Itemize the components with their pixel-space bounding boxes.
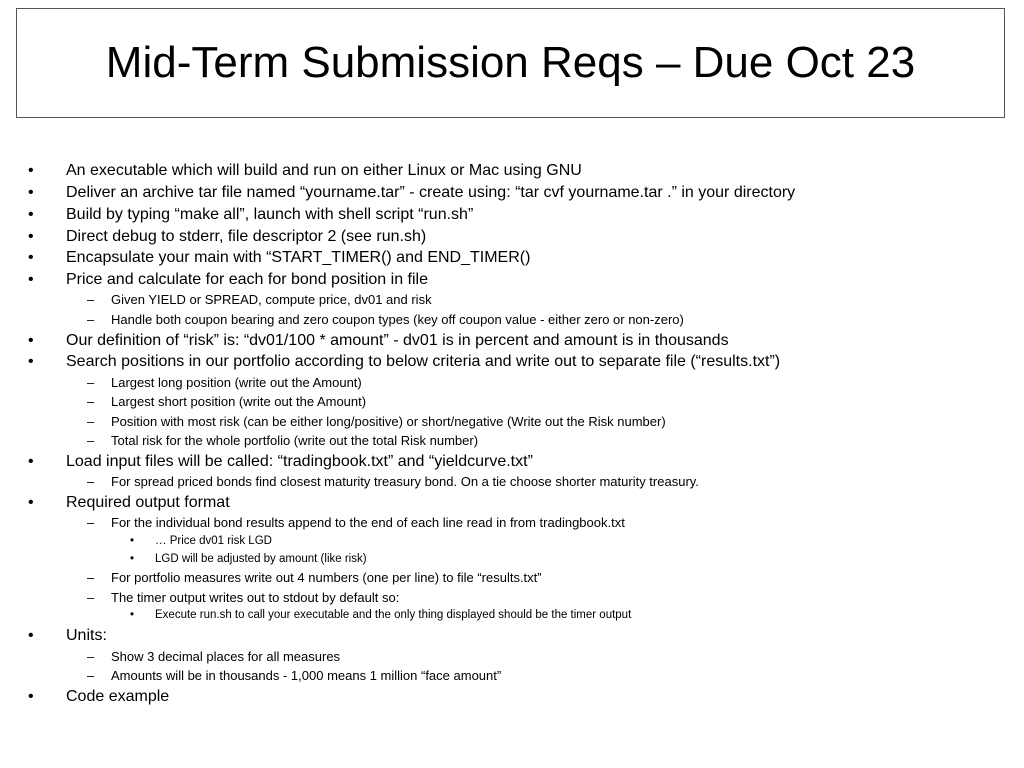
bullet-item-level-3	[0, 534, 1024, 551]
dash-bullet-icon: –	[87, 589, 95, 605]
bullet-item-level-1	[0, 687, 1024, 708]
bullet-text: Execute run.sh to call your executable and the only thing displayed should be the timer output	[155, 609, 632, 622]
bullet-list	[0, 160, 1024, 707]
bullet-icon: •	[28, 331, 34, 349]
bullet-text: Amounts will be in thousands - 1,000 means 1 million “face amount”	[111, 668, 502, 684]
bullet-icon: •	[28, 183, 34, 201]
bullet-text: Largest long position (write out the Amount)	[111, 374, 362, 390]
bullet-icon: •	[28, 205, 34, 223]
bullet-item-level-1	[0, 227, 1024, 248]
dash-bullet-icon: –	[87, 394, 95, 410]
bullet-icon: •	[28, 249, 34, 267]
bullet-text: … Price dv01 risk LGD	[155, 534, 272, 547]
slide-title: Mid-Term Submission Reqs – Due Oct 23	[105, 38, 916, 87]
bullet-icon: •	[130, 609, 135, 622]
bullet-item-level-2	[0, 667, 1024, 686]
bullet-item-level-2	[0, 589, 1024, 608]
bullet-text: LGD will be adjusted by amount (like risk)	[155, 552, 367, 565]
bullet-icon: •	[130, 534, 135, 547]
bullet-item-level-1	[0, 452, 1024, 473]
bullet-item-level-2	[0, 648, 1024, 667]
bullet-item-level-2	[0, 374, 1024, 393]
bullet-text: Position with most risk (can be either long/positive) or short/negative (Write out the Risk number)	[111, 413, 666, 429]
dash-bullet-icon: –	[87, 374, 95, 390]
bullet-item-level-2	[0, 514, 1024, 533]
bullet-text: Units:	[66, 627, 107, 645]
bullet-icon: •	[28, 227, 34, 245]
bullet-text: For portfolio measures write out 4 numbers (one per line) to file “results.txt”	[111, 570, 542, 586]
bullet-item-level-1	[0, 183, 1024, 204]
bullet-icon: •	[28, 271, 34, 289]
dash-bullet-icon: –	[87, 311, 95, 327]
dash-bullet-icon: –	[87, 292, 95, 308]
bullet-item-level-1	[0, 205, 1024, 226]
bullet-text: Price and calculate for each for bond position in file	[66, 271, 428, 289]
bullet-icon: •	[28, 353, 34, 371]
bullet-text: Load input files will be called: “tradingbook.txt” and “yieldcurve.txt”	[66, 452, 533, 470]
bullet-text: Deliver an archive tar file named “yourname.tar” - create using: “tar cvf yourname.tar .” in your directory	[66, 183, 796, 201]
bullet-text: Build by typing “make all”, launch with shell script “run.sh”	[66, 205, 474, 223]
bullet-item-level-2	[0, 393, 1024, 412]
bullet-text: Given YIELD or SPREAD, compute price, dv01 and risk	[111, 292, 432, 308]
bullet-icon: •	[28, 452, 34, 470]
bullet-text: Search positions in our portfolio according to below criteria and write out to separate file (“results.txt”)	[66, 353, 781, 371]
dash-bullet-icon: –	[87, 433, 95, 448]
bullet-text: Handle both coupon bearing and zero coupon types (key off coupon value - either zero or non-zero)	[111, 311, 684, 327]
bullet-item-level-1	[0, 161, 1024, 182]
bullet-item-level-1	[0, 270, 1024, 291]
bullet-item-level-1	[0, 248, 1024, 269]
bullet-item-level-1	[0, 626, 1024, 647]
bullet-text: For spread priced bonds find closest maturity treasury bond. On a tie choose shorter maturity treasury.	[111, 474, 699, 490]
bullet-text: Our definition of “risk” is: “dv01/100 * amount” - dv01 is in percent and amount is in thousands	[66, 331, 729, 349]
bullet-icon: •	[130, 552, 135, 565]
bullet-text: An executable which will build and run on either Linux or Mac using GNU	[66, 162, 582, 180]
bullet-icon: •	[28, 627, 34, 645]
slide-title-box	[16, 8, 1005, 118]
bullet-item-level-2	[0, 291, 1024, 310]
bullet-item-level-2	[0, 432, 1024, 451]
bullet-text: The timer output writes out to stdout by default so:	[111, 589, 400, 605]
bullet-text: Required output format	[66, 493, 230, 511]
bullet-text: Largest short position (write out the Amount)	[111, 394, 367, 410]
bullet-item-level-2	[0, 311, 1024, 330]
bullet-item-level-2	[0, 413, 1024, 432]
bullet-item-level-1	[0, 493, 1024, 514]
bullet-text: Direct debug to stderr, file descriptor 2 (see run.sh)	[66, 227, 427, 245]
bullet-item-level-2	[0, 569, 1024, 588]
dash-bullet-icon: –	[87, 570, 95, 586]
bullet-text: For the individual bond results append to the end of each line read in from tradingbook.txt	[111, 515, 625, 531]
bullet-item-level-3	[0, 608, 1024, 625]
bullet-text: Show 3 decimal places for all measures	[111, 648, 341, 664]
bullet-text: Encapsulate your main with “START_TIMER() and END_TIMER()	[66, 249, 531, 267]
bullet-item-level-1	[0, 352, 1024, 373]
bullet-item-level-1	[0, 331, 1024, 352]
bullet-item-level-3	[0, 552, 1024, 569]
bullet-icon: •	[28, 687, 34, 705]
bullet-text: Total risk for the whole portfolio (write out the total Risk number)	[111, 433, 479, 448]
bullet-icon: •	[28, 162, 34, 180]
dash-bullet-icon: –	[87, 413, 95, 429]
dash-bullet-icon: –	[87, 515, 95, 531]
bullet-text: Code example	[66, 687, 170, 705]
dash-bullet-icon: –	[87, 648, 95, 664]
dash-bullet-icon: –	[87, 474, 95, 490]
bullet-item-level-2	[0, 473, 1024, 492]
dash-bullet-icon: –	[87, 668, 95, 684]
bullet-icon: •	[28, 493, 34, 511]
